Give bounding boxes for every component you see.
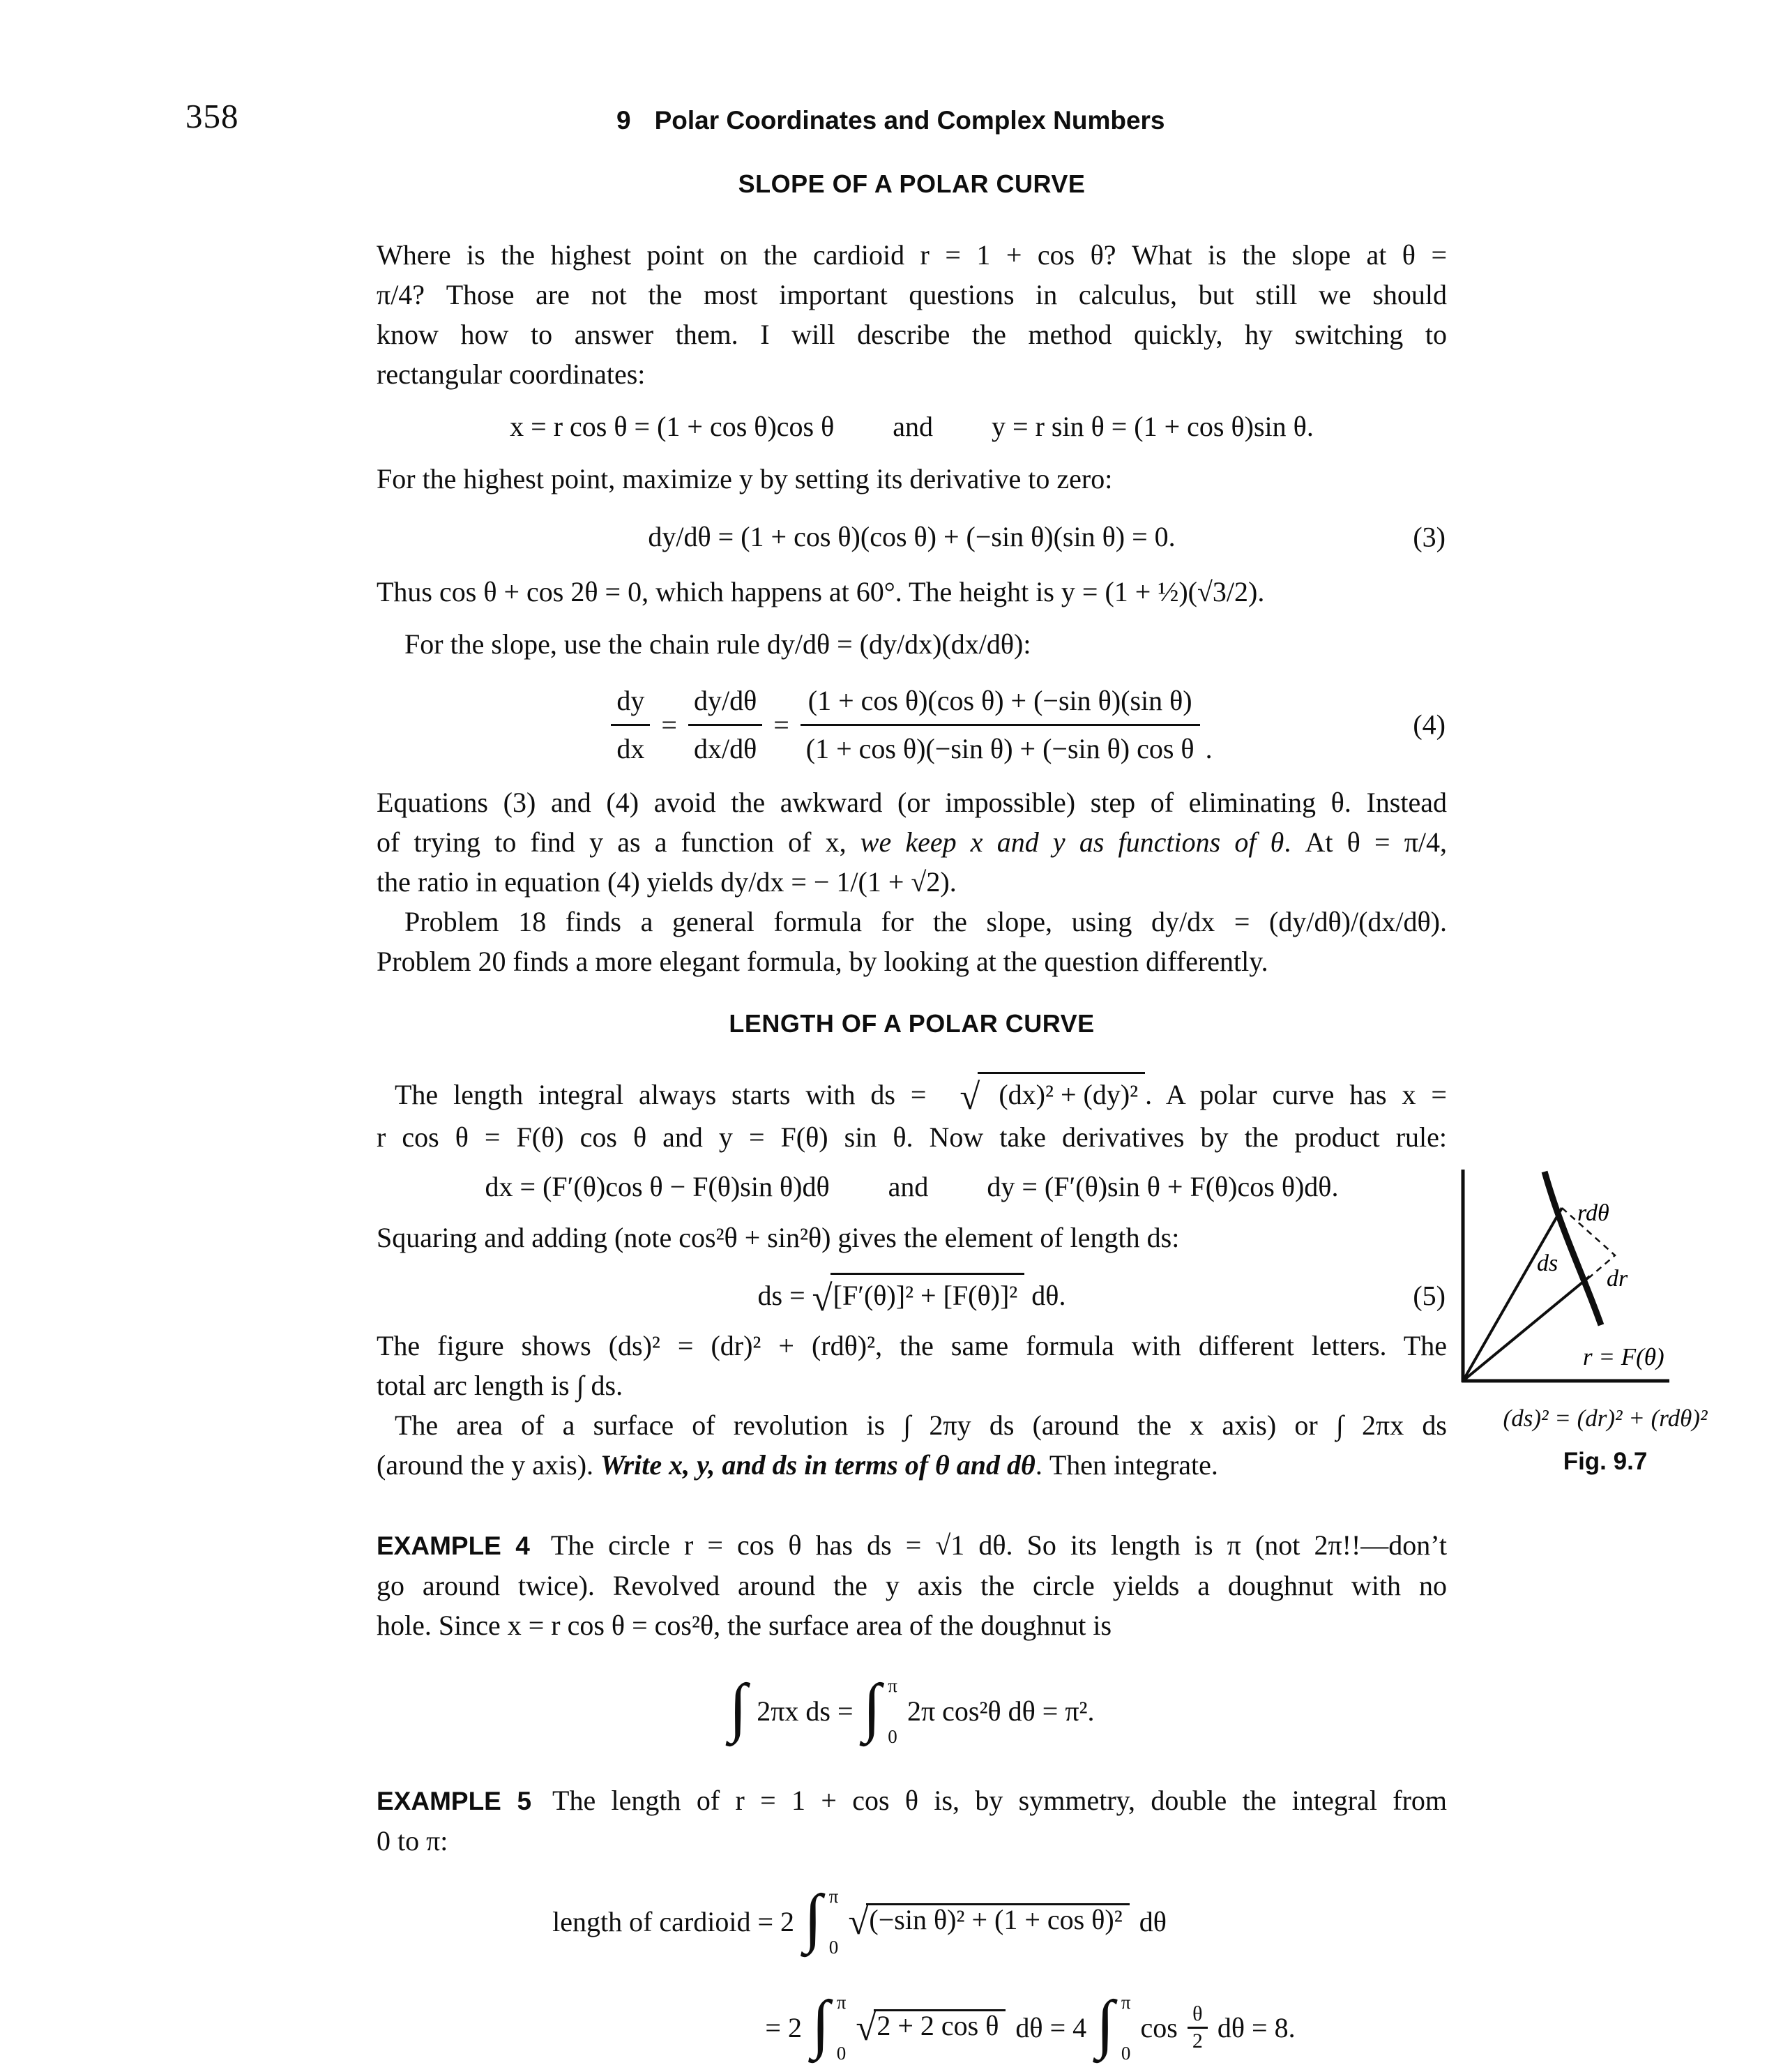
equation-left: dx = (F′(θ)cos θ − F(θ)sin θ)dθ bbox=[485, 1171, 830, 1203]
line-text: The circle r = cos θ has ds = √1 dθ. So its length is π (not 2π!!—don’t bbox=[550, 1529, 1448, 1561]
radicand: (dx)² + (dy)² bbox=[978, 1072, 1145, 1114]
line-text: (around the y axis). bbox=[377, 1449, 601, 1481]
equation-number: (5) bbox=[1413, 1280, 1446, 1312]
radicand: (−sin θ)² + (1 + cos θ)² bbox=[866, 1903, 1129, 1934]
equation-text: dθ = 8. bbox=[1217, 2011, 1296, 2043]
section-heading-slope: SLOPE OF A POLAR CURVE bbox=[738, 169, 1086, 198]
paragraph-squaring: Squaring and adding (note cos²θ + sin²θ) gives the element of length ds: bbox=[377, 1222, 1180, 1254]
equation-right: y = r sin θ = (1 + cos θ)sin θ. bbox=[992, 411, 1314, 442]
equation-text: dθ = 4 bbox=[1015, 2011, 1087, 2043]
line-text: . Then integrate. bbox=[1035, 1449, 1218, 1481]
figure-9-7-diagram bbox=[1452, 1152, 1759, 1396]
equation-doughnut-area bbox=[377, 1666, 1447, 1757]
equation-3 bbox=[377, 517, 1447, 557]
fraction-dydtheta-dxdtheta bbox=[688, 681, 762, 769]
radical-sign: √ bbox=[812, 1278, 833, 1319]
paragraph-line: know how to answer them. I will describe the method quickly, hy switching to bbox=[377, 319, 1447, 350]
fraction-denominator: 2 bbox=[1188, 2027, 1208, 2054]
integral-sign: ∫ bbox=[863, 1670, 881, 1744]
upper-limit: π bbox=[1121, 1991, 1131, 2013]
radical-sign: √ bbox=[960, 1077, 980, 1118]
radius-line-upper bbox=[1463, 1208, 1562, 1381]
equation-text: cos bbox=[1140, 2011, 1178, 2043]
lower-limit: 0 bbox=[888, 1725, 897, 1747]
upper-limit: π bbox=[888, 1674, 897, 1696]
paragraph-line: hole. Since x = r cos θ = cos²θ, the surface area of the doughnut is bbox=[377, 1609, 1112, 1641]
fraction-dy-dx bbox=[611, 681, 650, 769]
square-root bbox=[856, 2009, 1006, 2047]
radicand: 2 + 2 cos θ bbox=[874, 2009, 1006, 2040]
paragraph-chain-rule: For the slope, use the chain rule dy/dθ = (dy/dx)(dx/dθ): bbox=[404, 628, 1031, 660]
equation-cardioid-length-2 bbox=[377, 1979, 1447, 2072]
integral-limits bbox=[829, 1886, 839, 1958]
lower-limit: 0 bbox=[828, 1936, 839, 1958]
square-root bbox=[812, 1273, 1025, 1318]
paragraph-line: Problem 18 finds a general formula for the slope, using dy/dx = (dy/dθ)/(dx/dθ). bbox=[404, 906, 1447, 937]
line-text: The length integral always starts with ds = bbox=[395, 1079, 942, 1110]
chapter-number: 9 bbox=[616, 106, 631, 135]
line-text: . A polar curve has x = bbox=[1145, 1079, 1447, 1110]
equation-dx-dy bbox=[377, 1167, 1447, 1207]
paragraph-slope-intro bbox=[377, 235, 1447, 394]
fraction-numerator: dy/dθ bbox=[693, 685, 757, 716]
square-root bbox=[941, 1072, 1145, 1117]
upper-limit: π bbox=[828, 1885, 839, 1907]
paragraph-line: The figure shows (ds)² = (dr)² + (rdθ)², the same formula with different letters. The bbox=[377, 1329, 1447, 1361]
lower-limit: 0 bbox=[836, 2042, 847, 2064]
emphasized-text: Write x, y, and ds in terms of θ and dθ bbox=[600, 1449, 1036, 1481]
paragraph-line: Equations (3) and (4) avoid the awkward (or impossible) step of eliminating θ. Instead bbox=[377, 787, 1447, 818]
paragraph-length-intro bbox=[377, 1072, 1447, 1157]
fraction-numerator: θ bbox=[1192, 2002, 1203, 2026]
fraction-numerator: dy bbox=[616, 685, 645, 716]
paragraph-figure-shows bbox=[377, 1326, 1447, 1405]
integral-limits bbox=[837, 1992, 847, 2064]
equation-4 bbox=[377, 681, 1447, 769]
emphasized-text: we keep x and y as functions of θ bbox=[860, 826, 1284, 858]
equation-5 bbox=[377, 1273, 1447, 1318]
equation-and: and bbox=[888, 1171, 929, 1203]
integral-limits bbox=[1121, 1992, 1131, 2064]
label-dr: dr bbox=[1607, 1266, 1628, 1292]
paragraph-line bbox=[377, 822, 1447, 862]
square-root bbox=[848, 1903, 1129, 1941]
integral-sign: ∫ bbox=[811, 1987, 830, 2060]
label-ds: ds bbox=[1537, 1250, 1558, 1276]
paragraph-line: r cos θ = F(θ) cos θ and y = F(θ) sin θ. Now take derivatives by the product rule: bbox=[377, 1121, 1447, 1154]
equation-text: = 2 bbox=[765, 2011, 802, 2043]
equation-lead: ds = bbox=[757, 1280, 812, 1312]
fraction-numerator: (1 + cos θ)(cos θ) + (−sin θ)(sin θ) bbox=[807, 685, 1192, 716]
line-text: . At θ = π/4, bbox=[1284, 826, 1448, 858]
line-text: The length of r = 1 + cos θ is, by symmetry, double the integral from bbox=[552, 1784, 1448, 1816]
lower-limit: 0 bbox=[1121, 2042, 1131, 2064]
integral-limits bbox=[888, 1675, 897, 1748]
section-heading-length: LENGTH OF A POLAR CURVE bbox=[729, 1009, 1095, 1038]
example-label: EXAMPLE 5 bbox=[377, 1786, 532, 1815]
example-label: EXAMPLE 4 bbox=[377, 1531, 530, 1560]
paragraph-surface-revolution bbox=[377, 1405, 1447, 1485]
example-first-line bbox=[377, 1525, 1447, 1566]
equation-trail: dθ. bbox=[1024, 1280, 1066, 1312]
chapter-title: Polar Coordinates and Complex Numbers bbox=[654, 106, 1165, 135]
fraction-denominator: (1 + cos θ)(−sin θ) + (−sin θ) cos θ bbox=[801, 724, 1200, 769]
line-text: of trying to find y as a function of x, bbox=[377, 826, 860, 858]
text-column bbox=[377, 169, 1447, 2072]
small-fraction-theta-2 bbox=[1188, 2002, 1208, 2053]
upper-limit: π bbox=[836, 1991, 847, 2013]
equals-sign: = bbox=[773, 709, 789, 741]
fraction-expanded bbox=[801, 681, 1200, 769]
paragraph-highest-point: For the highest point, maximize y by setting its derivative to zero: bbox=[377, 463, 1113, 494]
equation-text: 2π cos²θ dθ = π². bbox=[907, 1695, 1095, 1727]
figure-caption: Fig. 9.7 bbox=[1563, 1448, 1648, 1475]
sentence-period: . bbox=[1205, 733, 1213, 764]
equation-left: x = r cos θ = (1 + cos θ)cos θ bbox=[510, 411, 835, 442]
equation-4-body bbox=[377, 681, 1447, 769]
integral-sign: ∫ bbox=[804, 1881, 822, 1954]
chapter-header bbox=[616, 106, 1165, 135]
paragraph-line: The area of a surface of revolution is ∫ 2πy ds (around the x axis) or ∫ 2πx ds bbox=[395, 1409, 1447, 1441]
equation-lead: length of cardioid = 2 bbox=[552, 1905, 795, 1937]
paragraph-thus: Thus cos θ + cos 2θ = 0, which happens at 60°. The height is y = (1 + ½)(√3/2). bbox=[377, 576, 1265, 607]
label-rdtheta: rdθ bbox=[1577, 1200, 1609, 1226]
equation-right: dy = (F′(θ)sin θ + F(θ)cos θ)dθ. bbox=[987, 1171, 1339, 1203]
figure-formula: (ds)² = (dr)² + (rdθ)² bbox=[1503, 1405, 1708, 1432]
equals-sign: = bbox=[661, 709, 677, 741]
paragraph-line: π/4? Those are not the most important questions in calculus, but still we should bbox=[377, 279, 1447, 310]
polar-curve bbox=[1545, 1172, 1601, 1325]
equation-number: (3) bbox=[1413, 521, 1446, 552]
figure-9-7 bbox=[1452, 1152, 1759, 1476]
integral-sign: ∫ bbox=[729, 1670, 748, 1744]
paragraph-line: the ratio in equation (4) yields dy/dx = − 1/(1 + √2). bbox=[377, 866, 957, 898]
equation-text: 2πx ds = bbox=[757, 1695, 854, 1727]
radical-sign: √ bbox=[856, 2008, 877, 2049]
equation-xy bbox=[377, 407, 1447, 446]
fraction-denominator: dx bbox=[611, 724, 650, 769]
equation-trail: dθ bbox=[1139, 1905, 1167, 1937]
paragraph-line: Problem 20 finds a more elegant formula, by looking at the question differently. bbox=[377, 946, 1268, 977]
integral-sign: ∫ bbox=[1096, 1987, 1114, 2060]
example-5 bbox=[377, 1780, 1447, 1861]
equation-and: and bbox=[893, 411, 934, 442]
fraction-denominator: dx/dθ bbox=[688, 724, 762, 769]
radical-sign: √ bbox=[848, 1902, 869, 1943]
example-4 bbox=[377, 1525, 1447, 1645]
paragraph-equations-avoid bbox=[377, 782, 1447, 902]
equation-number: (4) bbox=[1413, 709, 1446, 741]
equation-cardioid-length-1 bbox=[377, 1873, 1447, 1971]
paragraph-problems bbox=[377, 902, 1447, 981]
equation-body: dy/dθ = (1 + cos θ)(cos θ) + (−sin θ)(sin θ) = 0. bbox=[648, 521, 1176, 552]
radius-line-lower bbox=[1463, 1276, 1590, 1381]
label-curve-equation: r = F(θ) bbox=[1583, 1343, 1664, 1370]
paragraph-line bbox=[377, 1445, 1447, 1485]
radicand: [F′(θ)]² + [F(θ)]² bbox=[830, 1273, 1025, 1315]
paragraph-line: Where is the highest point on the cardioid r = 1 + cos θ? What is the slope at θ = bbox=[377, 239, 1447, 271]
example-first-line bbox=[377, 1780, 1447, 1821]
paragraph-line: go around twice). Revolved around the y axis the circle yields a doughnut with no bbox=[377, 1569, 1447, 1601]
page-number: 358 bbox=[185, 97, 239, 135]
paragraph-line: rectangular coordinates: bbox=[377, 358, 646, 390]
paragraph-line: 0 to π: bbox=[377, 1824, 448, 1857]
paragraph-line: total arc length is ∫ ds. bbox=[377, 1369, 623, 1401]
paragraph-line bbox=[377, 1072, 1447, 1117]
